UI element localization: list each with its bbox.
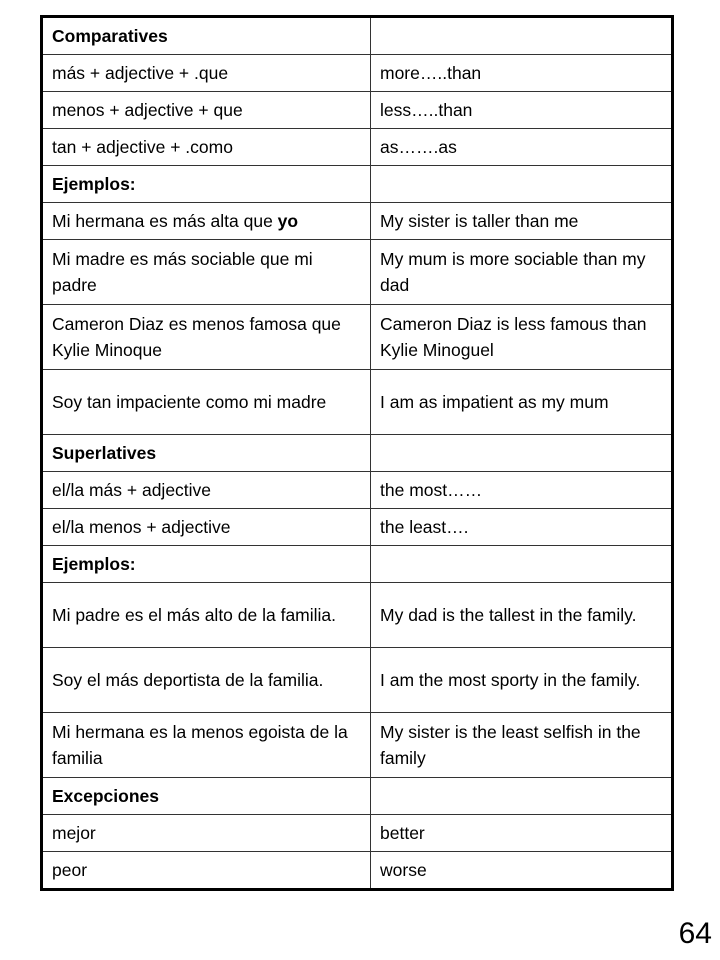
spanish-cell: Mi hermana es la menos egoista de la familia: [42, 713, 371, 778]
spanish-cell: el/la menos + adjective: [42, 509, 371, 546]
table-row: [42, 92, 673, 129]
english-cell: My sister is the least selfish in the family: [371, 713, 673, 778]
spanish-cell: menos + adjective + que: [42, 92, 371, 129]
section-heading-comparatives: Comparatives: [42, 17, 371, 55]
spanish-cell: Soy tan impaciente como mi madre: [42, 370, 371, 435]
table-row: [42, 509, 673, 546]
spanish-cell: Soy el más deportista de la familia.: [42, 648, 371, 713]
table-row: [42, 713, 673, 778]
table-row: [42, 240, 673, 305]
section-heading-examples: Ejemplos:: [42, 546, 371, 583]
english-cell: worse: [371, 852, 673, 890]
spanish-cell: Mi padre es el más alto de la familia.: [42, 583, 371, 648]
table-row-superlatives-header: [42, 435, 673, 472]
empty-cell: [371, 17, 673, 55]
english-cell: I am as impatient as my mum: [371, 370, 673, 435]
english-cell: the most……: [371, 472, 673, 509]
page-number: 64: [678, 917, 712, 950]
empty-cell: [371, 435, 673, 472]
english-cell: Cameron Diaz is less famous than Kylie Minoguel: [371, 305, 673, 370]
english-cell: My dad is the tallest in the family.: [371, 583, 673, 648]
spanish-text: Mi hermana es más alta que: [52, 211, 278, 231]
table-row: [42, 852, 673, 890]
table-row: [42, 129, 673, 166]
english-cell: My sister is taller than me: [371, 203, 673, 240]
english-cell: less…..than: [371, 92, 673, 129]
english-cell: I am the most sporty in the family.: [371, 648, 673, 713]
section-heading-exceptions: Excepciones: [42, 778, 371, 815]
spanish-cell: más + adjective + .que: [42, 55, 371, 92]
english-cell: the least….: [371, 509, 673, 546]
spanish-cell: mejor: [42, 815, 371, 852]
table-row-examples-header: [42, 546, 673, 583]
table-row: [42, 203, 673, 240]
table-row: [42, 583, 673, 648]
table-row: [42, 370, 673, 435]
spanish-cell: peor: [42, 852, 371, 890]
english-cell: as…….as: [371, 129, 673, 166]
empty-cell: [371, 778, 673, 815]
section-heading-superlatives: Superlatives: [42, 435, 371, 472]
empty-cell: [371, 546, 673, 583]
english-cell: My mum is more sociable than my dad: [371, 240, 673, 305]
bold-word: yo: [277, 211, 299, 231]
table-row-exceptions-header: [42, 778, 673, 815]
spanish-cell: Cameron Diaz es menos famosa que Kylie Minoque: [42, 305, 371, 370]
spanish-cell: Mi madre es más sociable que mi padre: [42, 240, 371, 305]
table-row: [42, 55, 673, 92]
table-row-comparatives-header: [42, 17, 673, 55]
spanish-cell: el/la más + adjective: [42, 472, 371, 509]
grammar-table: [40, 15, 674, 891]
table-row-examples-header: [42, 166, 673, 203]
english-cell: more…..than: [371, 55, 673, 92]
table-row: [42, 815, 673, 852]
table-row: [42, 472, 673, 509]
spanish-cell: [42, 203, 371, 240]
section-heading-examples: Ejemplos:: [42, 166, 371, 203]
empty-cell: [371, 166, 673, 203]
english-cell: better: [371, 815, 673, 852]
table-row: [42, 648, 673, 713]
spanish-cell: tan + adjective + .como: [42, 129, 371, 166]
table-row: [42, 305, 673, 370]
